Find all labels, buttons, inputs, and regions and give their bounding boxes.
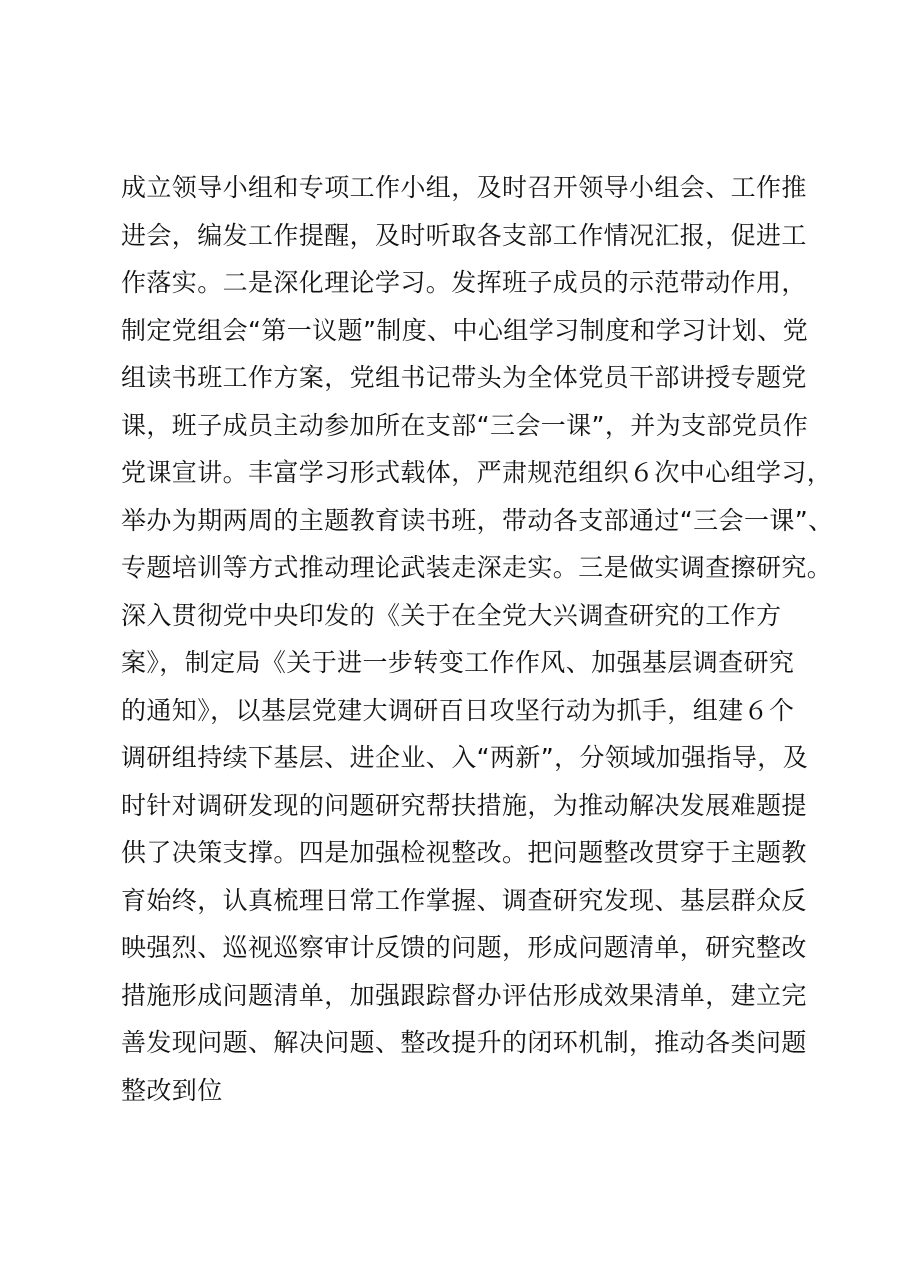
paragraph-line: 善发现问题、解决问题、整改提升的闭环机制，推动各类问题 xyxy=(121,1028,807,1057)
paragraph-line: 课，班子成员主动参加所在支部“三会一课”，并为支部党员作 xyxy=(121,410,809,440)
paragraph-line: 作落实。二是深化理论学习。发挥班子成员的示范带动作用， xyxy=(121,268,807,297)
paragraph-line: 专题培训等方式推动理论武装走深走实。三是做实调查擦研究。 xyxy=(121,553,833,582)
paragraph-line: 进会，编发工作提醒，及时听取各支部工作情况汇报，促进工 xyxy=(121,220,807,250)
paragraph-line: 党课宣讲。丰富学习形式载体，严肃规范组织６次中心组学习， xyxy=(121,458,833,487)
paragraph-line: 育始终，认真梳理日常工作掌握、调查研究发现、基层群众反 xyxy=(121,885,807,915)
paragraph-line: 深入贯彻党中央印发的《关于在全党大兴调查研究的工作方 xyxy=(121,600,782,630)
paragraph-line: 整改到位 xyxy=(121,1075,223,1105)
paragraph-line: 供了决策支撑。四是加强检视整改。把问题整改贯穿于主题教 xyxy=(121,838,807,867)
paragraph-line: 的通知》，以基层党建大调研百日攻坚行动为抓手，组建６个 xyxy=(121,695,795,725)
paragraph-line: 组读书班工作方案，党组书记带头为全体党员干部讲授专题党 xyxy=(121,363,807,392)
paragraph-line: 映强烈、巡视巡察审计反馈的问题，形成问题清单，研究整改 xyxy=(121,933,807,962)
paragraph-line: 案》，制定局《关于进一步转变工作作风、加强基层调查研究 xyxy=(121,648,795,677)
paragraph-line: 时针对调研发现的问题研究帮扶措施，为推动解决发展难题提 xyxy=(121,790,807,820)
paragraph-line: 措施形成问题清单，加强跟踪督办评估形成效果清单，建立完 xyxy=(121,980,807,1010)
paragraph-line: 制定党组会“第一议题”制度、中心组学习制度和学习计划、党 xyxy=(121,315,809,345)
paragraph-line: 调研组持续下基层、进企业、入“两新”，分领域加强指导，及 xyxy=(121,743,809,772)
paragraph-line: 举办为期两周的主题教育读书班，带动各支部通过“三会一课”、 xyxy=(121,505,834,535)
document-body xyxy=(121,164,834,1114)
paragraph-line: 成立领导小组和专项工作小组，及时召开领导小组会、工作推 xyxy=(121,173,807,202)
